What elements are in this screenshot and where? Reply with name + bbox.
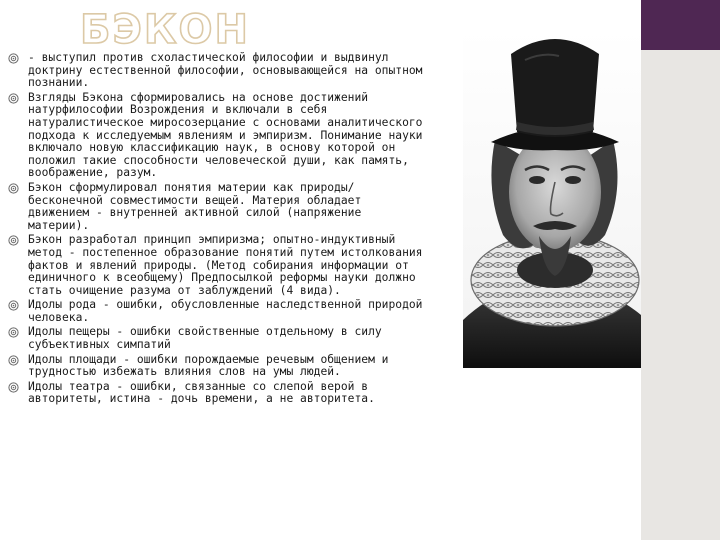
target-bullet-icon — [8, 355, 19, 366]
bullet-item — [8, 182, 426, 232]
bullet-text: Идолы рода - ошибки, обусловленные наследственной природой человека. — [28, 298, 423, 324]
right-side-bar — [641, 0, 720, 540]
bullet-text: Бэкон сформулировал понятия материи как природы/бесконечной совместимости вещей. Материя обладает движением - внутренней активной силой (напряжение материи). — [28, 180, 362, 232]
bullet-item — [8, 52, 426, 90]
target-bullet-icon — [8, 183, 19, 194]
target-bullet-icon — [8, 93, 19, 104]
portrait-image — [463, 30, 641, 368]
bullet-text: Идолы площади - ошибки порождаемые речевым общением и трудностью избежать влияния слов на умы людей. — [28, 352, 389, 379]
slide-title — [80, 6, 260, 50]
bullet-item — [8, 234, 426, 297]
bullet-item — [8, 326, 426, 351]
bullet-item — [8, 354, 426, 379]
bullet-text: - выступил против схоластической философии и выдвинул доктрину естественной философии, основывающейся на опытном познании. — [28, 51, 423, 90]
bullet-text: Бэкон разработал принцип эмпиризма; опытно-индуктивный метод - постепенное образование понятий путем истолкования фактов и явлений природы. (Метод собирания информации от единичного к всеобщему) Предпосылкой реформы науки должно стать очищение разума от заблуждений (4 вида). — [28, 233, 423, 297]
bullet-item — [8, 381, 426, 406]
target-bullet-icon — [8, 300, 19, 311]
bullet-item — [8, 299, 426, 324]
accent-block — [641, 0, 720, 50]
bullet-item — [8, 92, 426, 180]
bullet-list — [8, 52, 426, 408]
bullet-text: Идолы пещеры - ошибки свойственные отдельному в силу субъективных симпатий — [28, 325, 382, 352]
bullet-text: Идолы театра - ошибки, связанные со слепой верой в авторитеты, истина - дочь времени, а не авторитета. — [28, 379, 375, 406]
svg-text:БЭКОН: БЭКОН — [80, 7, 251, 50]
target-bullet-icon — [8, 327, 19, 338]
target-bullet-icon — [8, 53, 19, 64]
target-bullet-icon — [8, 235, 19, 246]
bullet-text: Взгляды Бэкона сформировались на основе достижений натурфилософии Возрождения и включали в себя натуралистическое миросозерцание с основами аналитического подхода к исследуемым явлениям и эмпиризм. Понимание науки включало новую классификацию наук, в основу которой он положил такие способности человеческой души, как память, воображение, разум. — [28, 90, 423, 180]
target-bullet-icon — [8, 382, 19, 393]
